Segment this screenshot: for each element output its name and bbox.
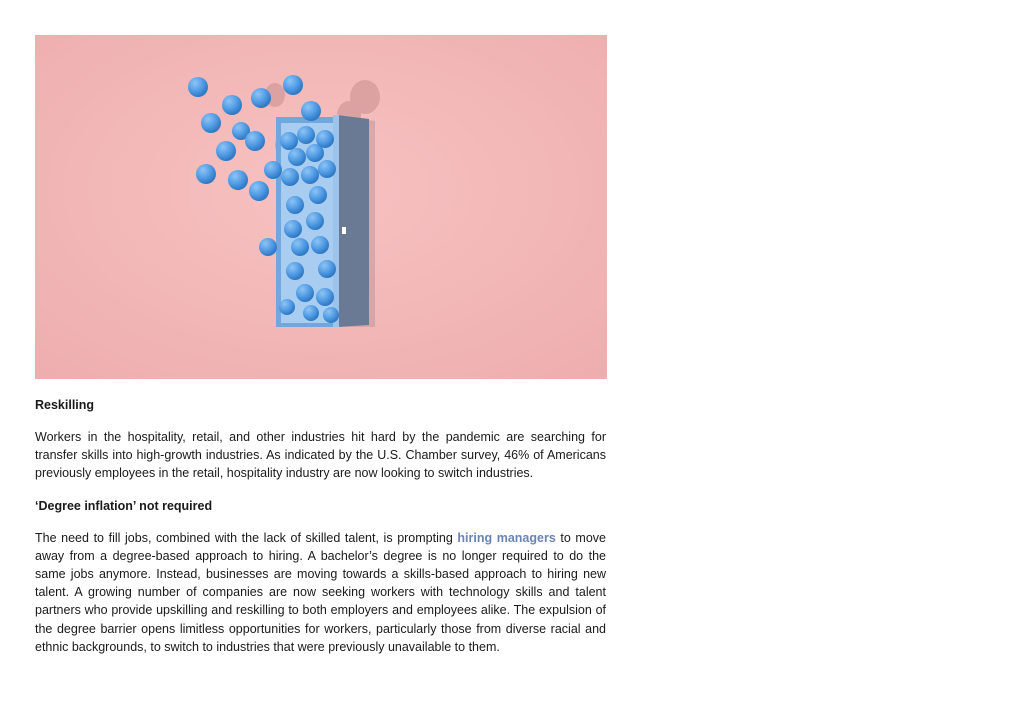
- section-paragraph-degree-inflation: [35, 529, 606, 656]
- paragraph-text-after-link: to move away from a degree-based approach to hiring. A bachelor’s degree is no longer required to do the same jobs anymore. Instead, businesses are moving towards a skills-based approach to hiring new talent. A growing number of companies are now seeking workers with technology skills and talent partners who provide upskilling and reskilling to both employers and employees alike. The expulsion of the degree barrier opens limitless opportunities for workers, particularly those from diverse racial and ethnic backgrounds, to switch to industries that were previously unavailable to them.: [35, 530, 606, 654]
- door-handle: [342, 227, 346, 234]
- door-balloons-illustration: [35, 35, 607, 379]
- article-body: [35, 396, 606, 656]
- hero-image: [35, 35, 607, 379]
- section-paragraph-reskilling: Workers in the hospitality, retail, and other industries hit hard by the pandemic are searching for transfer skills into high-growth industries. As indicated by the U.S. Chamber survey, 46% of Americans previously employees in the retail, hospitality industry are now looking to switch industries.: [35, 430, 606, 481]
- door-panel: [337, 115, 369, 327]
- section-heading-reskilling: Reskilling: [35, 398, 95, 412]
- section-heading-degree-inflation: ‘Degree inflation’ not required: [35, 498, 213, 513]
- hiring-managers-link[interactable]: hiring managers: [457, 530, 556, 545]
- paragraph-text-before-link: The need to fill jobs, combined with the lack of skilled talent, is prompting: [35, 530, 458, 545]
